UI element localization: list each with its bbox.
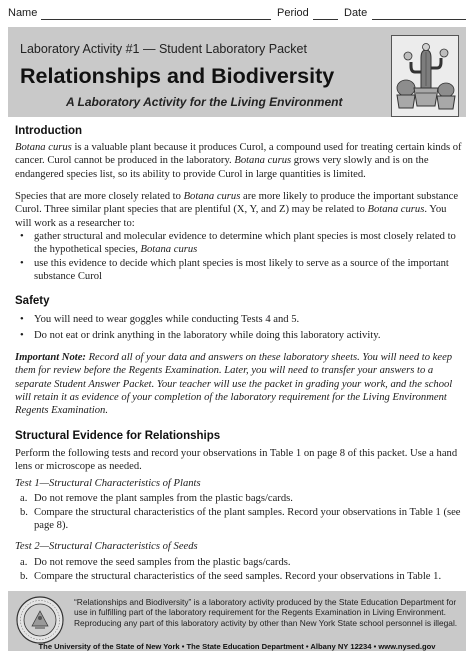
structural-intro: Perform the following tests and record your observations in Table 1 on page 8 of this packet. Use a hand lens or microscope as needed. bbox=[15, 448, 458, 473]
bullet-icon: • bbox=[20, 258, 24, 269]
period-label: Period bbox=[277, 7, 309, 19]
species-name: Botana curus bbox=[234, 155, 292, 167]
item-letter: a. bbox=[20, 493, 28, 504]
period-field[interactable] bbox=[313, 19, 338, 20]
name-period-date-line bbox=[8, 7, 466, 21]
bullet-text: Do not eat or drink anything in the laboratory while doing this laboratory activity. bbox=[34, 330, 381, 341]
name-label: Name bbox=[8, 7, 38, 19]
intro-paragraph-2 bbox=[15, 190, 463, 230]
nys-education-seal-icon bbox=[16, 596, 64, 644]
page-title: Relationships and Biodiversity bbox=[20, 64, 335, 88]
important-note bbox=[15, 351, 463, 417]
item-letter: a. bbox=[20, 557, 28, 568]
footer-copyright-text: “Relationships and Biodiversity” is a laboratory activity produced by the State Education Department for use in fulfilling part of the laboratory requirement for the Regents Examination in Living Environment. Reproducing any part of this laboratory activity by other than New York State school personnel is illegal. bbox=[74, 597, 458, 628]
footer-address-line: The University of the State of New York • The State Education Department • Albany NY 12234 • www.nysed.gov bbox=[38, 642, 436, 651]
intro-p2-text-mid: are more likely to produce the important substance Curol. Three similar plant species that are plentiful (X, Y, and Z) may be related to bbox=[15, 191, 459, 216]
item-text: Do not remove the plant samples from the plastic bags/cards. bbox=[34, 493, 293, 504]
bullet-text: You will need to wear goggles while conducting Tests 4 and 5. bbox=[34, 314, 300, 325]
intro-p1-text-end: grows very slowly and is on the endangered species list, so its ability to provide Curol in large quantities is limited. bbox=[15, 155, 429, 180]
bullet-text: use this evidence to decide which plant species is most likely to serve as a source of the important substance Curol bbox=[34, 258, 449, 283]
bullet-icon: • bbox=[20, 330, 24, 341]
species-name: Botana curus bbox=[183, 191, 241, 202]
item-text: Do not remove the seed samples from the plastic bags/cards. bbox=[34, 557, 291, 568]
date-label: Date bbox=[344, 7, 368, 19]
important-note-text: Record all of your data and answers on these laboratory sheets. You will need to keep them for review before the Regents Examination. Later, you will need to transfer your answers to a separate Student Answer Packet. Your teacher will use the packet in grading your work, and the school will retain it as evidence of your completion of the laboratory requirement for the Living Environment Regents Examination. bbox=[15, 352, 453, 417]
page-subtitle: A Laboratory Activity for the Living Environment bbox=[66, 95, 343, 109]
cactus-pots-illustration bbox=[391, 35, 459, 117]
intro-p1-text: is a valuable plant because it produces Curol, a compound used for treating certain kinds of cancer. Curol cannot be produced in the laboratory. bbox=[15, 142, 462, 167]
safety-heading: Safety bbox=[15, 295, 50, 307]
item-letter: b. bbox=[20, 507, 28, 518]
test-2-title: Test 2—Structural Characteristics of Seeds bbox=[15, 541, 198, 552]
bullet-text-part: gather structural and molecular evidence to determine which plant species is most closely related to the hypothetical species, bbox=[34, 231, 456, 256]
species-name: Botana curus bbox=[140, 244, 198, 256]
name-field[interactable] bbox=[41, 19, 271, 20]
bullet-text bbox=[34, 230, 460, 257]
header-band bbox=[8, 27, 466, 117]
bullet-icon: • bbox=[20, 231, 24, 242]
species-name: Botana curus bbox=[367, 204, 425, 216]
intro-p2-text-end: . You will work as a researcher to: bbox=[15, 204, 447, 229]
important-note-label: Important Note: bbox=[15, 352, 86, 363]
species-name: Botana curus bbox=[15, 142, 72, 153]
introduction-heading: Introduction bbox=[15, 125, 83, 137]
intro-p2-text: Species that are more closely related to bbox=[15, 191, 184, 202]
item-letter: b. bbox=[20, 571, 28, 582]
packet-kicker: Laboratory Activity #1 — Student Laboratory Packet bbox=[20, 42, 307, 56]
bullet-icon: • bbox=[20, 314, 24, 325]
intro-paragraph-1 bbox=[15, 141, 463, 181]
date-field[interactable] bbox=[372, 19, 466, 20]
item-text: Compare the structural characteristics of the seed samples. Record your observations in Table 1. bbox=[34, 571, 442, 582]
item-text: Compare the structural characteristics of the plant samples. Record your observations in Table 1 (see page 8). bbox=[34, 507, 461, 532]
test-1-title: Test 1—Structural Characteristics of Plants bbox=[15, 478, 201, 489]
structural-evidence-heading: Structural Evidence for Relationships bbox=[15, 430, 221, 442]
